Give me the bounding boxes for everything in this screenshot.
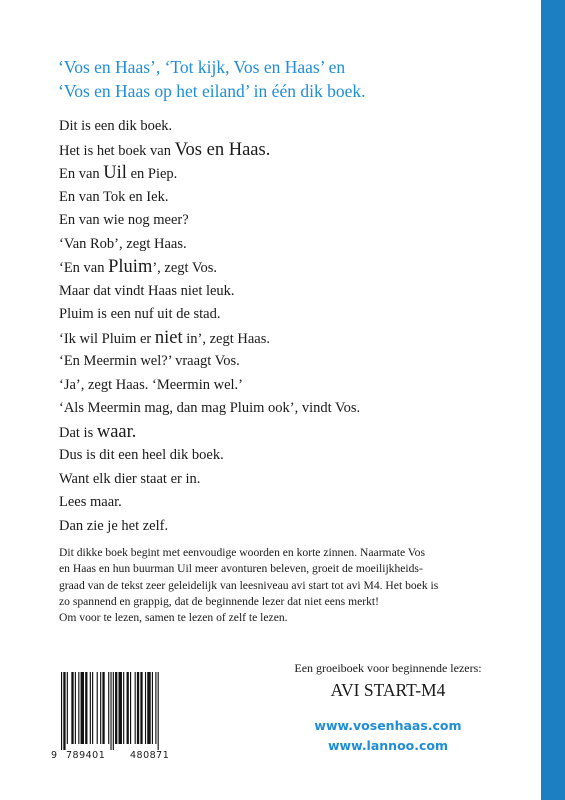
barcode-bar	[135, 672, 136, 744]
story-segment: ‘En Meermin wel?’ vraagt Vos.	[59, 353, 240, 369]
barcode-bar	[67, 672, 68, 744]
story-line	[59, 186, 479, 210]
story-segment: En van	[59, 166, 104, 182]
barcode-bar	[123, 672, 124, 744]
barcode-bar	[85, 672, 87, 744]
blurb-line: en Haas en hun buurman Uil meer avonturen beleven, groeit de moeilijkheids-	[59, 562, 423, 576]
barcode-bar	[110, 672, 111, 750]
story-text	[59, 115, 479, 538]
story-segment: Maar dat vindt Haas niet leuk.	[59, 282, 235, 299]
story-line	[59, 233, 479, 257]
barcode-bar	[130, 672, 131, 744]
story-line	[59, 515, 479, 539]
website-links	[270, 716, 506, 756]
story-segment: ‘En van	[59, 260, 109, 276]
barcode	[49, 672, 199, 764]
barcode-bar	[78, 672, 79, 744]
story-line	[59, 350, 479, 374]
story-line	[59, 374, 479, 398]
story-emphasis: Vos en Haas.	[174, 139, 271, 160]
barcode-first-digit: 9	[51, 750, 58, 761]
story-segment: ‘Ik wil Pluim er	[59, 330, 155, 347]
spine-stripe	[541, 0, 565, 800]
story-line	[59, 327, 479, 351]
story-line	[59, 397, 479, 421]
barcode-bar	[102, 672, 104, 744]
series-info	[270, 660, 506, 702]
story-segment: Dat is	[59, 424, 97, 441]
barcode-bar	[90, 672, 91, 744]
barcode-bar	[137, 672, 139, 744]
story-segment: ‘Als Meermin mag, dan mag Pluim ook’, vindt Vos.	[59, 400, 361, 416]
barcode-bar	[63, 672, 65, 750]
headline-line-1: ‘Vos en Haas’, ‘Tot kijk, Vos en Haas’ en	[58, 57, 346, 77]
story-segment: ’, zegt Vos.	[152, 260, 218, 276]
story-segment: ‘Ja’, zegt Haas. ‘Meermin wel.’	[59, 376, 243, 393]
story-segment: Lees maar.	[59, 494, 122, 510]
story-line	[59, 468, 479, 492]
blurb-line: graad van de tekst zeer geleidelijk van leesniveau avi start tot avi M4. Het boek is	[59, 578, 439, 592]
barcode-bar	[155, 672, 156, 744]
barcode-group-2: 480871	[130, 750, 170, 761]
barcode-bar	[140, 672, 142, 744]
barcode-bar	[113, 672, 114, 750]
barcode-bar	[81, 672, 84, 744]
story-line	[59, 280, 479, 304]
barcode-group-1: 789401	[66, 750, 106, 761]
story-line	[59, 115, 479, 139]
story-line	[59, 421, 479, 445]
story-emphasis: Pluim	[108, 257, 153, 277]
story-line	[59, 444, 479, 468]
headline-line-2: ‘Vos en Haas op het eiland’ in één dik boek.	[58, 81, 366, 101]
story-segment: Want elk dier staat er in.	[59, 470, 201, 487]
barcode-bar	[127, 672, 129, 744]
barcode-bar	[158, 672, 159, 750]
barcode-bar	[100, 672, 101, 744]
story-emphasis: niet	[154, 327, 183, 348]
story-segment: in’, zegt Haas.	[182, 330, 270, 347]
story-segment: En van wie nog meer?	[59, 212, 189, 228]
story-line	[59, 303, 479, 327]
barcode-bar	[75, 672, 76, 744]
story-emphasis: Uil	[103, 163, 127, 183]
barcode-bar	[97, 672, 98, 744]
barcode-bar	[119, 672, 122, 744]
barcode-bar	[152, 672, 153, 744]
blurb-line: Om voor te lezen, samen te lezen of zelf te lezen.	[59, 611, 288, 625]
series-intro: Een groeiboek voor beginnende lezers:	[294, 661, 482, 675]
barcode-bar	[71, 672, 73, 744]
link-lannoo[interactable]: www.lannoo.com	[327, 738, 449, 753]
barcode-bar	[115, 672, 117, 744]
barcode-bar	[92, 672, 93, 744]
story-line	[59, 162, 479, 186]
story-line	[59, 256, 479, 280]
story-segment: ‘Van Rob’, zegt Haas.	[59, 235, 187, 252]
blurb-line: Dit dikke boek begint met eenvoudige woorden en korte zinnen. Naarmate Vos	[59, 546, 425, 559]
story-segment: Het is het boek van	[59, 142, 175, 159]
barcode-bar	[145, 672, 146, 744]
story-segment: Dus is dit een heel dik boek.	[59, 447, 224, 463]
barcode-bars	[49, 672, 199, 750]
story-segment: En van Tok en Iek.	[59, 188, 169, 205]
story-segment: Pluim is een nuf uit de stad.	[59, 306, 221, 322]
avi-level: AVI START-M4	[330, 680, 446, 700]
headline	[58, 55, 458, 103]
story-segment: en Piep.	[126, 166, 178, 182]
story-segment: Dit is een dik boek.	[59, 118, 173, 134]
story-line	[59, 491, 479, 515]
barcode-bar	[108, 672, 109, 744]
story-emphasis: waar.	[96, 421, 137, 442]
barcode-bar	[61, 672, 62, 750]
blurb	[59, 545, 509, 626]
link-vosenhaas[interactable]: www.vosenhaas.com	[314, 718, 462, 733]
story-segment: Dan zie je het zelf.	[59, 517, 169, 534]
story-line	[59, 139, 479, 163]
barcode-bar	[147, 672, 150, 744]
blurb-line: zo spannend en grappig, dat de beginnende lezer dat niet eens merkt!	[59, 594, 379, 608]
story-line	[59, 209, 479, 233]
